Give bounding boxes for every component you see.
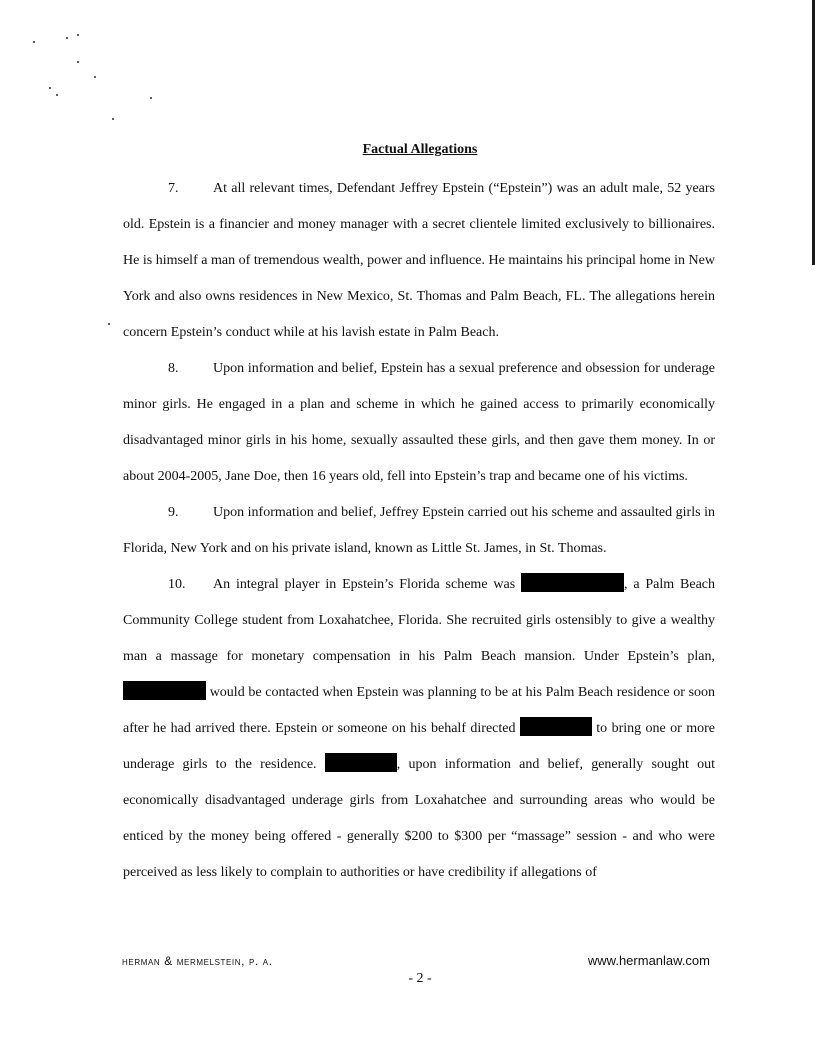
paragraph-9 <box>123 495 715 567</box>
document-body <box>123 171 715 891</box>
scan-speck <box>94 76 96 78</box>
paragraph-number: 9. <box>168 505 179 520</box>
paragraph-number: 10. <box>168 577 186 592</box>
redaction-box <box>520 717 592 736</box>
redaction-box <box>123 681 206 700</box>
paragraph-text: At all relevant times, Defendant Jeffrey Epstein (“Epstein”) was an adult male, 52 years old. Epstein is a financier and money manager with a secret clientele limited exclusively to billionaires. He is himself a man of tremendous wealth, power and influence. He maintains his principal home in New York and also owns residences in New Mexico, St. Thomas and Palm Beach, FL. The allegations herein concern Epstein’s conduct while at his lavish estate in Palm Beach. <box>123 181 715 340</box>
scan-speck <box>112 118 114 120</box>
section-heading: Factual Allegations <box>362 142 478 157</box>
scan-speck <box>77 34 79 36</box>
paragraph-number: 8. <box>168 361 179 376</box>
scan-speck <box>33 41 35 43</box>
paragraph-7 <box>123 171 715 351</box>
footer-firm-name: herman & mermelstein, p. a. <box>122 954 273 968</box>
paragraph-text: , upon information and belief, generally sought out economically disadvantaged underage girls from Loxahatchee and surrounding areas who would be enticed by the money being offered - generally $200 to $300 per “massage” session - and who were perceived as less likely to complain to authorities or have credibility if allegations of <box>123 757 715 880</box>
footer-website: www.hermanlaw.com <box>587 953 710 968</box>
paragraph-text: would be contacted when Epstein was planning to be at his Palm Beach residence or soon after he had arrived there. Epstein or someone on his behalf directed <box>123 685 716 736</box>
page-number: - 2 - <box>408 971 432 986</box>
scan-speck <box>108 323 110 325</box>
paragraph-10 <box>123 567 715 891</box>
scan-speck <box>150 97 152 99</box>
scan-speck <box>77 61 79 63</box>
scan-speck <box>66 37 68 39</box>
paragraph-number: 7. <box>168 181 179 196</box>
paragraph-text: Upon information and belief, Epstein has a sexual preference and obsession for underage minor girls. He engaged in a plan and scheme in which he gained access to primarily economically disadvantaged minor girls in his home, sexually assaulted these girls, and then gave them money. In or about 2004-2005, Jane Doe, then 16 years old, fell into Epstein’s trap and became one of his victims. <box>123 361 715 484</box>
paragraph-text: An integral player in Epstein’s Florida scheme was <box>213 577 516 592</box>
paragraph-text: to bring one or more underage girls to the residence. <box>123 721 716 772</box>
paragraph-text: , a Palm Beach Community College student from Loxahatchee, Florida. She recruited girls ostensibly to give a wealthy man a massage for monetary compensation in his Palm Beach mansion. Under Epstein’s plan, <box>123 577 715 664</box>
scan-speck <box>56 94 58 96</box>
paragraph-text: Upon information and belief, Jeffrey Epstein carried out his scheme and assaulted girls in Florida, New York and on his private island, known as Little St. James, in St. Thomas. <box>123 505 715 556</box>
redaction-box <box>521 573 624 592</box>
paragraph-8 <box>123 351 715 495</box>
scan-speck <box>49 87 51 89</box>
redaction-box <box>325 753 397 772</box>
